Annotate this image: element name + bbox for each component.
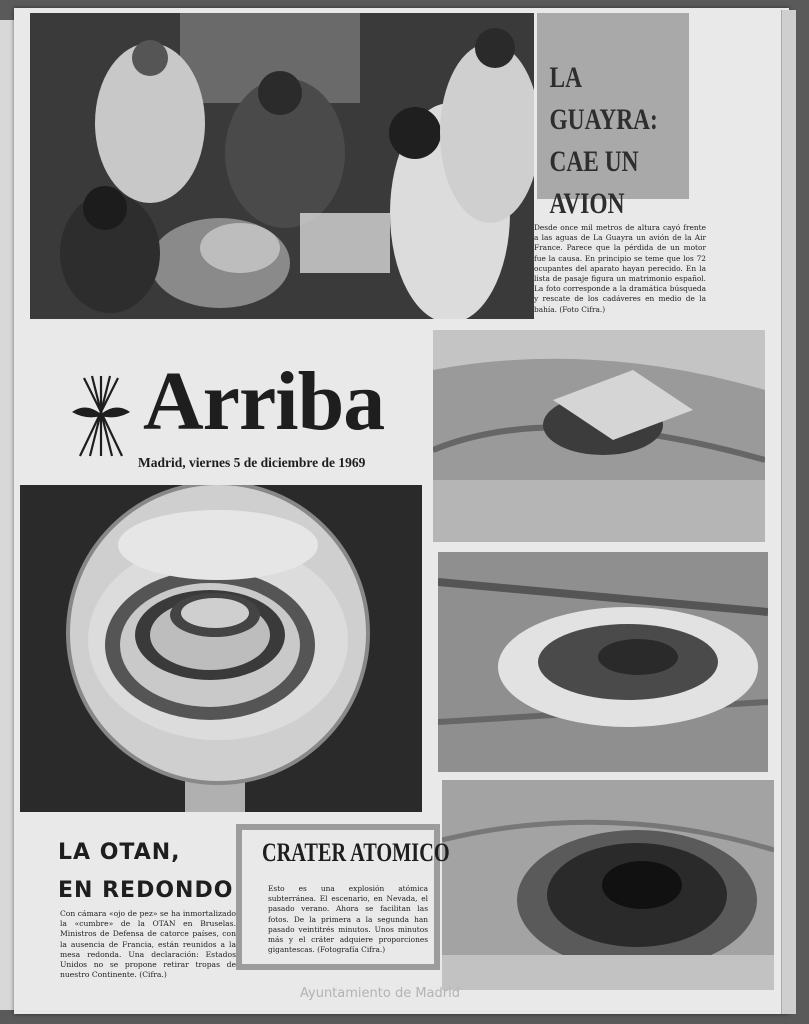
crater-caption: Esto es una explosión atómica subterránea. El escenario, en Nevada, el pasado verano. Ahora se facilitan las fotos. De la primera a la segunda han pasado veintitrés minutos. Unos minutos más y el cráter adquiere proporciones gigantescas. (Fotografía Cifra.) — [268, 884, 428, 955]
crater-photo-3 — [442, 780, 774, 990]
issue-date: Madrid, viernes 5 de diciembre de 1969 — [138, 455, 366, 470]
guayra-caption: Desde once mil metros de altura cayó frente a las aguas de La Guayra un avión de la Air France. Parece que la pérdida de un motor fue la causa. En principio se teme que los 72 ocupantes del aparato hayan perecido. En la lista de pasaje figura un matrimonio español. La foto corresponde a la dramática búsqueda y rescate de los cadáveres en medio de la bahía. (Foto Cifra.) — [534, 223, 706, 314]
guayra-headline-box — [537, 13, 689, 220]
otan-fisheye-photo — [20, 485, 422, 812]
guayra-headline: LA GUAYRA: CAE UN AVION — [549, 61, 658, 220]
yoke-and-arrows-emblem — [70, 372, 132, 460]
newspaper-title: Arriba — [143, 355, 385, 448]
otan-headline: LA OTAN, EN REDONDO — [58, 840, 234, 903]
crater-headline: CRATER ATOMICO — [262, 838, 450, 867]
otan-caption: Con cámara «ojo de pez» se ha inmortalizado la «cumbre» de la OTAN en Bruselas. Ministros de Defensa de catorce países, con la ausencia de Francia, están reunidos a la mesa redonda. Una declaración: Estados Unidos no se propone retirar tropas de nuestro Continente. (Cifra.) — [60, 909, 236, 980]
page-edge-right — [781, 10, 796, 1014]
archive-watermark: Ayuntamiento de Madrid — [300, 986, 460, 1001]
rescue-photo — [30, 13, 534, 319]
crater-photo-2 — [438, 552, 768, 772]
crater-photo-1 — [433, 330, 765, 542]
